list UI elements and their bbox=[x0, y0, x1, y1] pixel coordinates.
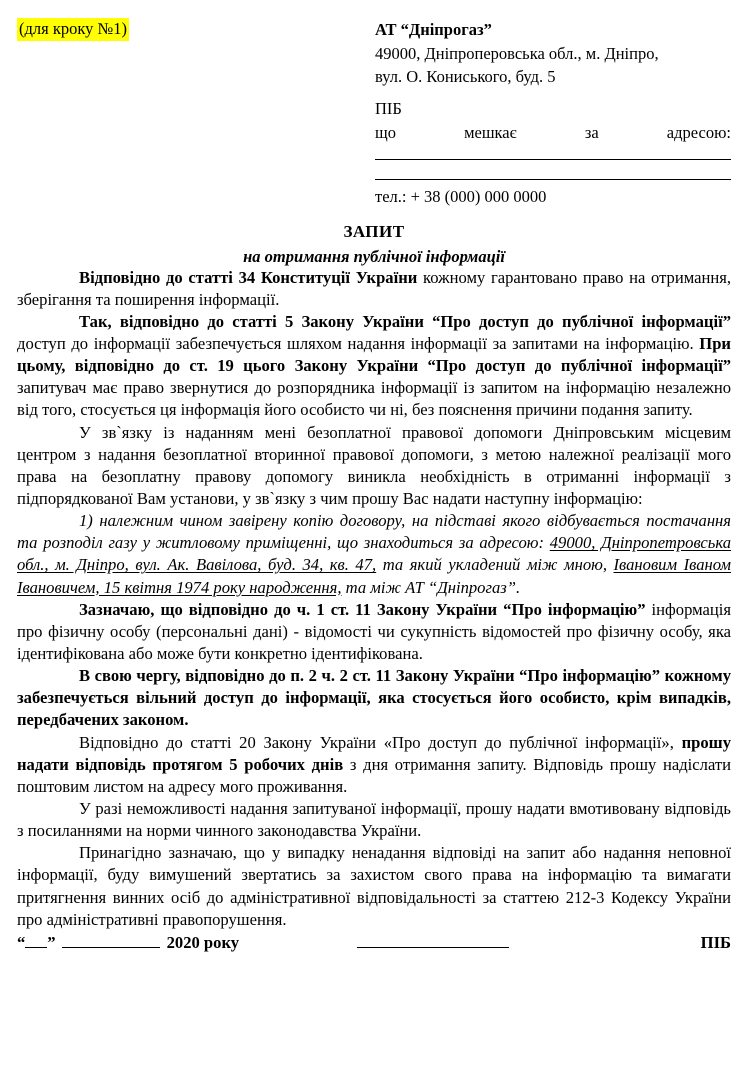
paragraph-law-access bbox=[17, 311, 731, 422]
paragraph-constitution bbox=[17, 267, 731, 311]
requester-phone: тел.: + 38 (000) 000 0000 bbox=[375, 186, 547, 206]
paragraph-deadline-lead: Відповідно до статті 20 Закону України «Про доступ до публічної інформації», bbox=[79, 732, 682, 752]
paragraph-request-item-1 bbox=[17, 510, 731, 599]
document-footer bbox=[17, 932, 731, 954]
open-quote-mark: “ bbox=[17, 932, 26, 952]
paragraph-free-access bbox=[17, 665, 731, 731]
request-item-1-lead: 1) належним чином завірену копію договору, на підставі якого відбувається постачання та розподіл газу у житловому приміщенні, що знаходиться за адресою: bbox=[17, 511, 731, 553]
paragraph-personal-data-bold: Зазначаю, що відповідно до ч. 1 ст. 11 Закону України “Про інформацію” bbox=[79, 599, 646, 619]
paragraph-legal-aid: У зв`язку із наданням мені безоплатної правової допомоги Дніпровським місцевим центром з надання безоплатної вторинної правової допомоги, з метою належної реалізації мого права на безоплатну правову допомогу виникла необхідність в отриманні інформації з підпорядкованої Вам установи, у зв`язку з чим прошу Вас надати наступну інформацію: bbox=[17, 422, 731, 508]
date-month-blank[interactable] bbox=[62, 933, 160, 948]
address-blank-line-2 bbox=[375, 179, 731, 180]
document-title: ЗАПИТ bbox=[343, 221, 405, 241]
date-day-blank[interactable] bbox=[25, 933, 47, 948]
step-note-highlight: (для кроку №1) bbox=[17, 18, 129, 41]
paragraph-personal-data bbox=[17, 599, 731, 665]
request-item-1-person-underlined: Івановим Іваном Івановичем, 15 квітня 1974 року народження, bbox=[17, 555, 731, 597]
signature-blank[interactable] bbox=[357, 933, 509, 948]
paragraph-deadline-bold: прошу надати відповідь протягом 5 робочих днів bbox=[17, 732, 731, 774]
close-quote-mark: ” bbox=[47, 932, 56, 952]
date-day-field bbox=[17, 932, 56, 954]
addressee-address-line-2: вул. О. Кониського, буд. 5 bbox=[375, 67, 556, 87]
request-item-1-mid: та який укладений між мною, bbox=[376, 555, 614, 575]
request-item-1-address-underlined: 49000, Дніпропетровська обл., м. Дніпро, вул. Ак. Вавілова, буд. 34, кв. 47, bbox=[17, 533, 731, 575]
document-content bbox=[17, 0, 731, 953]
paragraph-law-access-bold-a: Так, відповідно до статті 5 Закону України “Про доступ до публічної інформації” bbox=[79, 311, 731, 331]
signature-name-label: ПІБ bbox=[700, 932, 731, 952]
addressee-block bbox=[375, 18, 731, 209]
requester-dwelling-label: що мешкає за адресою: bbox=[375, 123, 731, 143]
paragraph-constitution-rest: кожному гарантовано право на отримання, зберігання та поширення інформації. bbox=[17, 267, 732, 309]
date-year: 2020 року bbox=[166, 932, 240, 952]
paragraph-deadline bbox=[17, 732, 731, 798]
paragraph-law-access-bold-b: При цьому, відповідно до ст. 19 цього Закону України “Про доступ до публічної інформації” bbox=[17, 333, 731, 376]
paragraph-law-access-mid: доступ до інформації забезпечується шляхом надання інформації за запитами на інформацію. bbox=[17, 333, 700, 353]
document-subtitle: на отримання публічної інформації bbox=[243, 246, 505, 266]
paragraph-constitution-bold: Відповідно до статті 34 Конституції України bbox=[79, 267, 418, 287]
paragraph-deadline-end: з дня отримання запиту. Відповідь прошу надіслати поштовим листом на адресу мого проживання. bbox=[17, 754, 732, 796]
paragraph-law-access-end: запитувач має право звернутися до розпорядника інформації із запитом на інформацію незалежно від того, стосується ця інформація його особисто чи ні, без пояснення причини подання запиту. bbox=[17, 378, 731, 420]
paragraph-free-access-bold: В свою чергу, відповідно до п. 2 ч. 2 ст. 11 Закону України “Про інформацію” кожному забезпечується вільний доступ до інформації, яка стосується його особисто, крім випадків, передбачених законом. bbox=[17, 666, 731, 730]
document-header bbox=[17, 0, 731, 209]
step-note-container bbox=[17, 18, 375, 41]
paragraph-personal-data-rest: інформація про фізичну особу (персональні дані) - відомості чи сукупність відомостей про фізичну особу, яка ідентифікована або може бути конкретно ідентифікована. bbox=[17, 599, 732, 663]
addressee-organization: АТ “Дніпрогаз” bbox=[375, 20, 492, 39]
paragraph-liability: Принагідно зазначаю, що у випадку ненадання відповіді на запит або надання неповної інформації, буду вимушений звертатись за захистом свого права на інформацію та вимагати притягнення винних осіб до адміністративної відповідальності за статтею 212-3 Кодексу України про адміністративні правопорушення. bbox=[17, 843, 731, 929]
requester-name-label: ПІБ bbox=[375, 98, 402, 118]
addressee-address-line-1: 49000, Дніпроперовська обл., м. Дніпро, bbox=[375, 43, 659, 63]
address-blank-line-1 bbox=[375, 159, 731, 160]
paragraph-refusal: У разі неможливості надання запитуваної інформації, прошу надати вмотивовану відповідь з посиланнями на норми чинного законодавства України. bbox=[17, 798, 731, 841]
request-item-1-end: та між АТ “Дніпрогаз”. bbox=[341, 577, 521, 597]
